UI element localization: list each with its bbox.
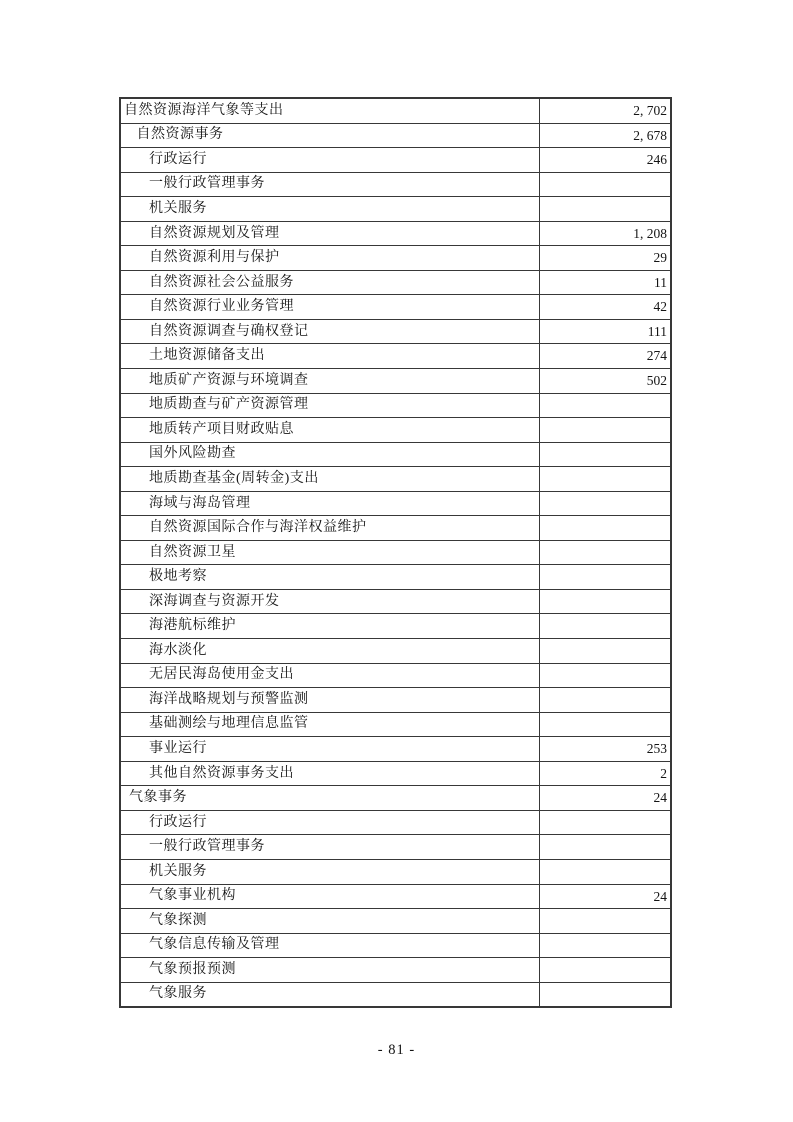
budget-item-amount (539, 590, 670, 614)
budget-item-amount (539, 860, 670, 884)
table-row (121, 466, 670, 491)
budget-item-amount (539, 492, 670, 516)
budget-item-amount (539, 418, 670, 442)
budget-item-label: 气象事业机构 (149, 888, 236, 904)
budget-item-label: 国外风险勘查 (149, 446, 236, 462)
budget-item-amount: 11 (539, 271, 670, 295)
budget-item-label: 地质转产项目财政贴息 (149, 421, 294, 437)
budget-item-label: 自然资源国际合作与海洋权益维护 (149, 520, 367, 536)
budget-item-label: 无居民海岛使用金支出 (149, 667, 294, 683)
table-row (121, 123, 670, 148)
budget-expenditure-table (119, 97, 672, 1008)
table-row (121, 515, 670, 540)
budget-item-amount: 2, 702 (539, 99, 670, 123)
budget-item-label: 自然资源行业业务管理 (149, 299, 294, 315)
budget-item-label: 自然资源社会公益服务 (149, 274, 294, 290)
budget-item-label: 深海调查与资源开发 (149, 593, 280, 609)
table-row (121, 491, 670, 516)
table-row (121, 245, 670, 270)
table-row (121, 564, 670, 589)
table-row (121, 147, 670, 172)
budget-item-amount: 24 (539, 885, 670, 909)
budget-item-amount (539, 639, 670, 663)
budget-item-amount: 2, 678 (539, 124, 670, 148)
budget-item-label: 机关服务 (149, 200, 207, 216)
budget-item-label: 地质勘查与矿产资源管理 (149, 397, 309, 413)
budget-item-amount (539, 811, 670, 835)
table-row (121, 196, 670, 221)
budget-item-label: 气象预报预测 (149, 961, 236, 977)
table-row (121, 99, 670, 123)
budget-item-amount: 42 (539, 295, 670, 319)
budget-item-label: 海域与海岛管理 (149, 495, 251, 511)
budget-item-label: 机关服务 (149, 863, 207, 879)
budget-item-amount (539, 173, 670, 197)
budget-item-amount (539, 664, 670, 688)
budget-item-label: 其他自然资源事务支出 (149, 765, 294, 781)
table-row (121, 663, 670, 688)
table-row (121, 613, 670, 638)
table-row (121, 761, 670, 786)
table-row (121, 933, 670, 958)
budget-item-amount (539, 934, 670, 958)
budget-item-label: 自然资源卫星 (149, 544, 236, 560)
budget-item-label: 自然资源海洋气象等支出 (124, 102, 284, 118)
table-row (121, 221, 670, 246)
budget-item-amount (539, 614, 670, 638)
budget-item-label: 土地资源储备支出 (149, 348, 265, 364)
budget-item-label: 海港航标维护 (149, 618, 236, 634)
budget-item-amount (539, 713, 670, 737)
budget-item-amount (539, 688, 670, 712)
table-row (121, 982, 670, 1007)
page-number: - 81 - (377, 1042, 416, 1058)
budget-item-label: 自然资源利用与保护 (149, 250, 280, 266)
table-row (121, 736, 670, 761)
budget-item-label: 地质矿产资源与环境调查 (149, 372, 309, 388)
budget-item-label: 气象事务 (129, 790, 187, 806)
budget-item-amount: 111 (539, 320, 670, 344)
budget-item-label: 海水淡化 (149, 642, 207, 658)
budget-item-amount (539, 958, 670, 982)
budget-item-amount: 1, 208 (539, 222, 670, 246)
budget-item-amount (539, 835, 670, 859)
budget-item-amount (539, 909, 670, 933)
table-row (121, 638, 670, 663)
budget-item-amount: 24 (539, 786, 670, 810)
budget-item-label: 海洋战略规划与预警监测 (149, 691, 309, 707)
budget-item-amount (539, 983, 670, 1007)
table-row (121, 687, 670, 712)
budget-item-amount: 246 (539, 148, 670, 172)
budget-item-amount (539, 516, 670, 540)
table-row (121, 957, 670, 982)
table-row (121, 270, 670, 295)
table-row (121, 319, 670, 344)
table-row (121, 712, 670, 737)
budget-item-label: 基础测绘与地理信息监管 (149, 716, 309, 732)
budget-item-label: 一般行政管理事务 (149, 176, 265, 192)
budget-item-label: 事业运行 (149, 740, 207, 756)
table-row (121, 810, 670, 835)
budget-item-amount (539, 565, 670, 589)
budget-item-amount: 253 (539, 737, 670, 761)
budget-item-amount: 29 (539, 246, 670, 270)
table-row (121, 172, 670, 197)
table-row (121, 859, 670, 884)
budget-item-label: 行政运行 (149, 814, 207, 830)
budget-item-label: 地质勘查基金(周转金)支出 (149, 470, 319, 486)
budget-item-amount (539, 394, 670, 418)
budget-item-label: 行政运行 (149, 151, 207, 167)
budget-item-amount (539, 443, 670, 467)
budget-item-label: 气象服务 (149, 986, 207, 1002)
table-row (121, 393, 670, 418)
table-row (121, 343, 670, 368)
budget-item-amount: 274 (539, 344, 670, 368)
table-row (121, 785, 670, 810)
budget-item-label: 自然资源事务 (136, 127, 224, 143)
table-row (121, 834, 670, 859)
table-row (121, 884, 670, 909)
budget-item-label: 自然资源规划及管理 (149, 225, 280, 241)
table-row (121, 540, 670, 565)
table-row (121, 294, 670, 319)
budget-item-label: 气象探测 (149, 912, 207, 928)
budget-item-amount (539, 467, 670, 491)
table-row (121, 368, 670, 393)
budget-item-amount (539, 541, 670, 565)
budget-item-amount (539, 197, 670, 221)
budget-item-label: 气象信息传输及管理 (149, 937, 280, 953)
budget-item-amount: 2 (539, 762, 670, 786)
table-row (121, 417, 670, 442)
table-row (121, 908, 670, 933)
budget-item-label: 自然资源调查与确权登记 (149, 323, 309, 339)
table-row (121, 442, 670, 467)
budget-item-label: 一般行政管理事务 (149, 839, 265, 855)
table-row (121, 589, 670, 614)
budget-item-amount: 502 (539, 369, 670, 393)
budget-item-label: 极地考察 (149, 569, 207, 585)
